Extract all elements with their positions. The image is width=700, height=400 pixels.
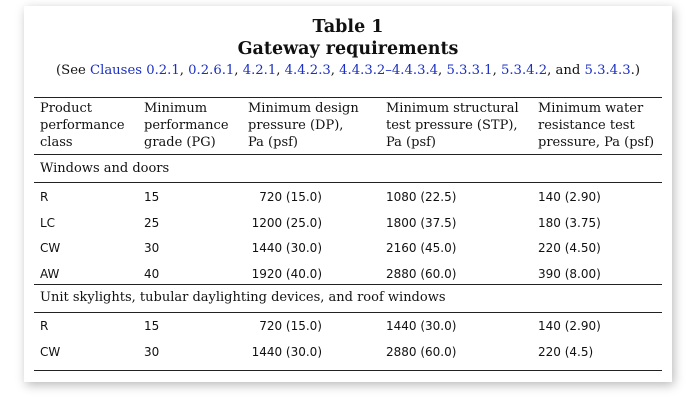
header-design-pressure [248,100,359,151]
table-cell: 25 [144,215,160,230]
table-card [24,6,672,382]
table-cell: CW [40,241,61,255]
group-rule [34,284,662,285]
header-line: Pa (psf) [248,135,298,150]
table-top-rule [34,97,662,98]
header-line: pressure (DP), [248,118,344,133]
clause-separator: , [179,63,189,78]
header-line: performance [40,118,125,133]
table-cell: 220 (4.5) [538,344,594,359]
table-cell: AW [40,266,60,281]
table-cell: 140 (2.90) [538,319,601,333]
clause-separator: , [330,63,340,78]
table-title: Gateway requirements [237,39,459,59]
clause-link[interactable]: 0.2.6.1 [188,63,235,78]
header-structural-pressure [386,100,519,151]
see-prefix: (See [56,63,91,78]
table-cell: 140 (2.90) [538,190,601,204]
table-number: Table 1 [312,17,384,37]
group-label-skylights: Unit skylights, tubular daylighting devices, and roof windows [40,290,446,305]
header-line: Minimum [144,101,208,116]
table-cell: 15 [144,190,160,204]
header-line: grade (PG) [144,135,216,150]
group-rule [34,312,662,313]
header-line: test pressure (STP), [386,118,518,133]
clause-separator: , [492,63,501,78]
table-cell: CW [40,344,61,359]
clause-link[interactable]: 4.2.1 [242,63,277,78]
table-cell: 30 [144,241,160,255]
header-line: Minimum structural [386,101,519,116]
table-cell: 180 (3.75) [538,215,601,230]
table-cell: 15 [144,319,160,333]
clause-separator: , [438,63,447,78]
table-cell: R [40,319,49,333]
table-cell: 2880 (60.0) [386,266,457,281]
header-line: resistance test [538,118,635,133]
header-water-resistance [538,100,654,151]
header-line: Pa (psf) [386,135,436,150]
table-cell: 40 [144,266,160,281]
clause-separator: , [234,63,243,78]
clause-references [24,62,672,80]
clause-separator: , [276,63,285,78]
header-line: performance [144,118,229,133]
table-cell: LC [40,215,56,230]
table-cell: 1800 (37.5) [386,215,457,230]
table-bottom-rule [34,370,662,371]
clause-link[interactable]: 4.4.2.3 [284,63,331,78]
table-cell: 720 (15.0) [259,319,322,333]
table-cell: 1080 (22.5) [386,190,457,204]
header-line: Minimum design [248,101,359,116]
clause-link[interactable]: Clauses 0.2.1 [90,63,180,78]
header-line: Minimum water [538,101,644,116]
table-cell: 1920 (40.0) [251,266,322,281]
header-rule [34,154,662,155]
table-cell: 720 (15.0) [259,190,322,204]
table-cell: 1440 (30.0) [251,241,322,255]
table-cell: 1440 (30.0) [251,344,322,359]
clause-link[interactable]: 4.4.3.2–4.4.3.4 [339,63,439,78]
header-line: pressure, Pa (psf) [538,135,655,150]
table-cell: R [40,190,49,204]
table-cell: 30 [144,344,160,359]
table-cell: 1200 (25.0) [251,215,322,230]
group-rule [34,182,662,183]
table-cell: 2880 (60.0) [386,344,457,359]
clause-separator: , and [547,63,585,78]
table-cell: 2160 (45.0) [386,241,457,255]
header-line: Product [40,101,92,116]
header-performance-grade [144,100,229,151]
group-label-windows-doors: Windows and doors [40,161,170,176]
clause-separator: .) [630,63,640,78]
header-product-class [40,100,125,151]
table-cell: 1440 (30.0) [386,319,457,333]
clause-link[interactable]: 5.3.4.2 [500,63,548,78]
table-cell: 390 (8.00) [538,266,601,281]
clause-link[interactable]: 5.3.3.1 [446,63,493,78]
clause-link[interactable]: 5.3.4.3 [584,63,631,78]
table-cell: 220 (4.50) [538,241,601,255]
header-line: class [40,135,73,150]
